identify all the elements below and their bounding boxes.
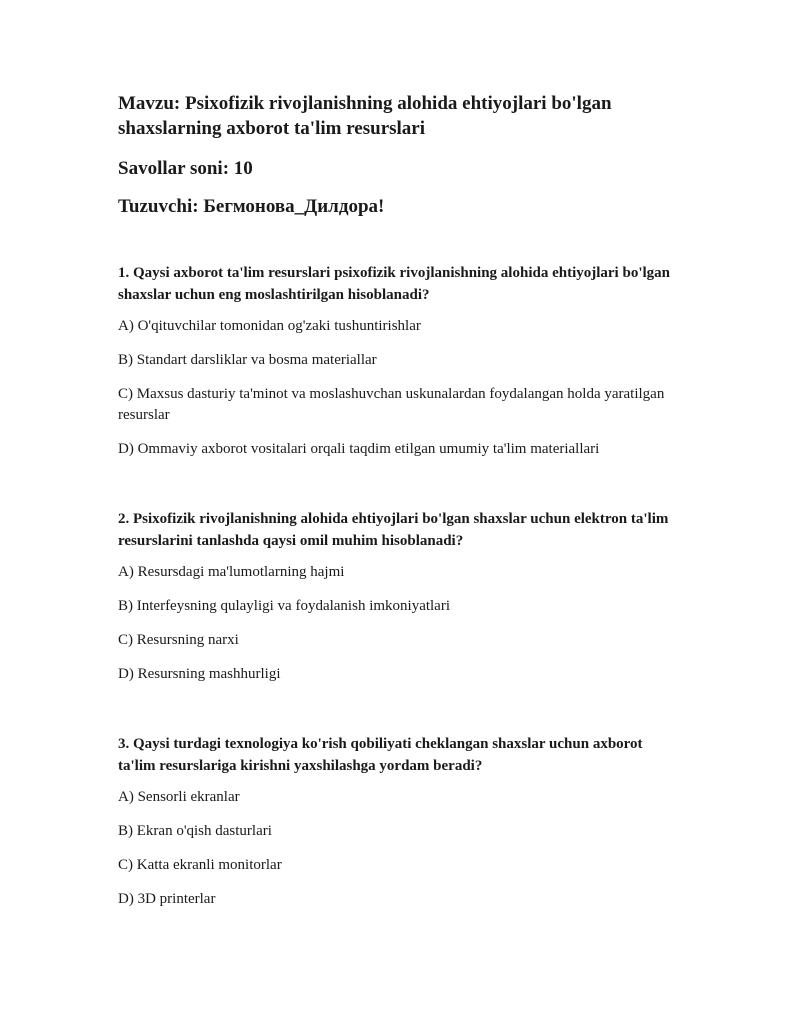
author-line: Tuzuvchi: Бегмонова_Дилдора! (118, 196, 385, 217)
document-page (118, 91, 678, 910)
answer-option-d: D) Ommaviy axborot vositalari orqali taqdim etilgan umumiy ta'lim materiallari (118, 441, 600, 457)
answer-option-d: D) 3D printerlar (118, 891, 216, 907)
answer-option-a: A) Sensorli ekranlar (118, 789, 240, 805)
question-block (118, 733, 678, 910)
question-text: 3. Qaysi turdagi texnologiya ko'rish qobiliyati cheklangan shaxslar uchun axborot ta'lim resurslariga kirishni yaxshilashga yordam beradi? (118, 736, 643, 774)
question-text: 1. Qaysi axborot ta'lim resurslari psixofizik rivojlanishning alohida ehtiyojlari bo'lgan shaxslar uchun eng moslashtirilgan hisoblanadi? (118, 265, 670, 303)
answer-option-c: C) Katta ekranli monitorlar (118, 857, 282, 873)
answer-option-b: B) Ekran o'qish dasturlari (118, 823, 272, 839)
answer-option-a: A) O'qituvchilar tomonidan og'zaki tushuntirishlar (118, 318, 421, 334)
question-count: Savollar soni: 10 (118, 158, 253, 179)
question-block (118, 508, 678, 685)
answer-option-b: B) Interfeysning qulayligi va foydalanish imkoniyatlari (118, 598, 451, 614)
answer-option-b: B) Standart darsliklar va bosma materiallar (118, 352, 377, 368)
answer-option-c: C) Resursning narxi (118, 632, 239, 648)
document-title: Mavzu: Psixofizik rivojlanishning alohida ehtiyojlari bo'lgan shaxslarning axborot ta'lim resurslari (118, 93, 612, 139)
question-block (118, 262, 678, 460)
answer-option-a: A) Resursdagi ma'lumotlarning hajmi (118, 564, 345, 580)
question-text: 2. Psixofizik rivojlanishning alohida ehtiyojlari bo'lgan shaxslar uchun elektron ta'lim resurslarini tanlashda qaysi omil muhim hisoblanadi? (118, 511, 669, 549)
answer-option-d: D) Resursning mashhurligi (118, 666, 281, 682)
answer-option-c: C) Maxsus dasturiy ta'minot va moslashuvchan uskunalardan foydalangan holda yaratilgan resurslar (118, 386, 665, 423)
